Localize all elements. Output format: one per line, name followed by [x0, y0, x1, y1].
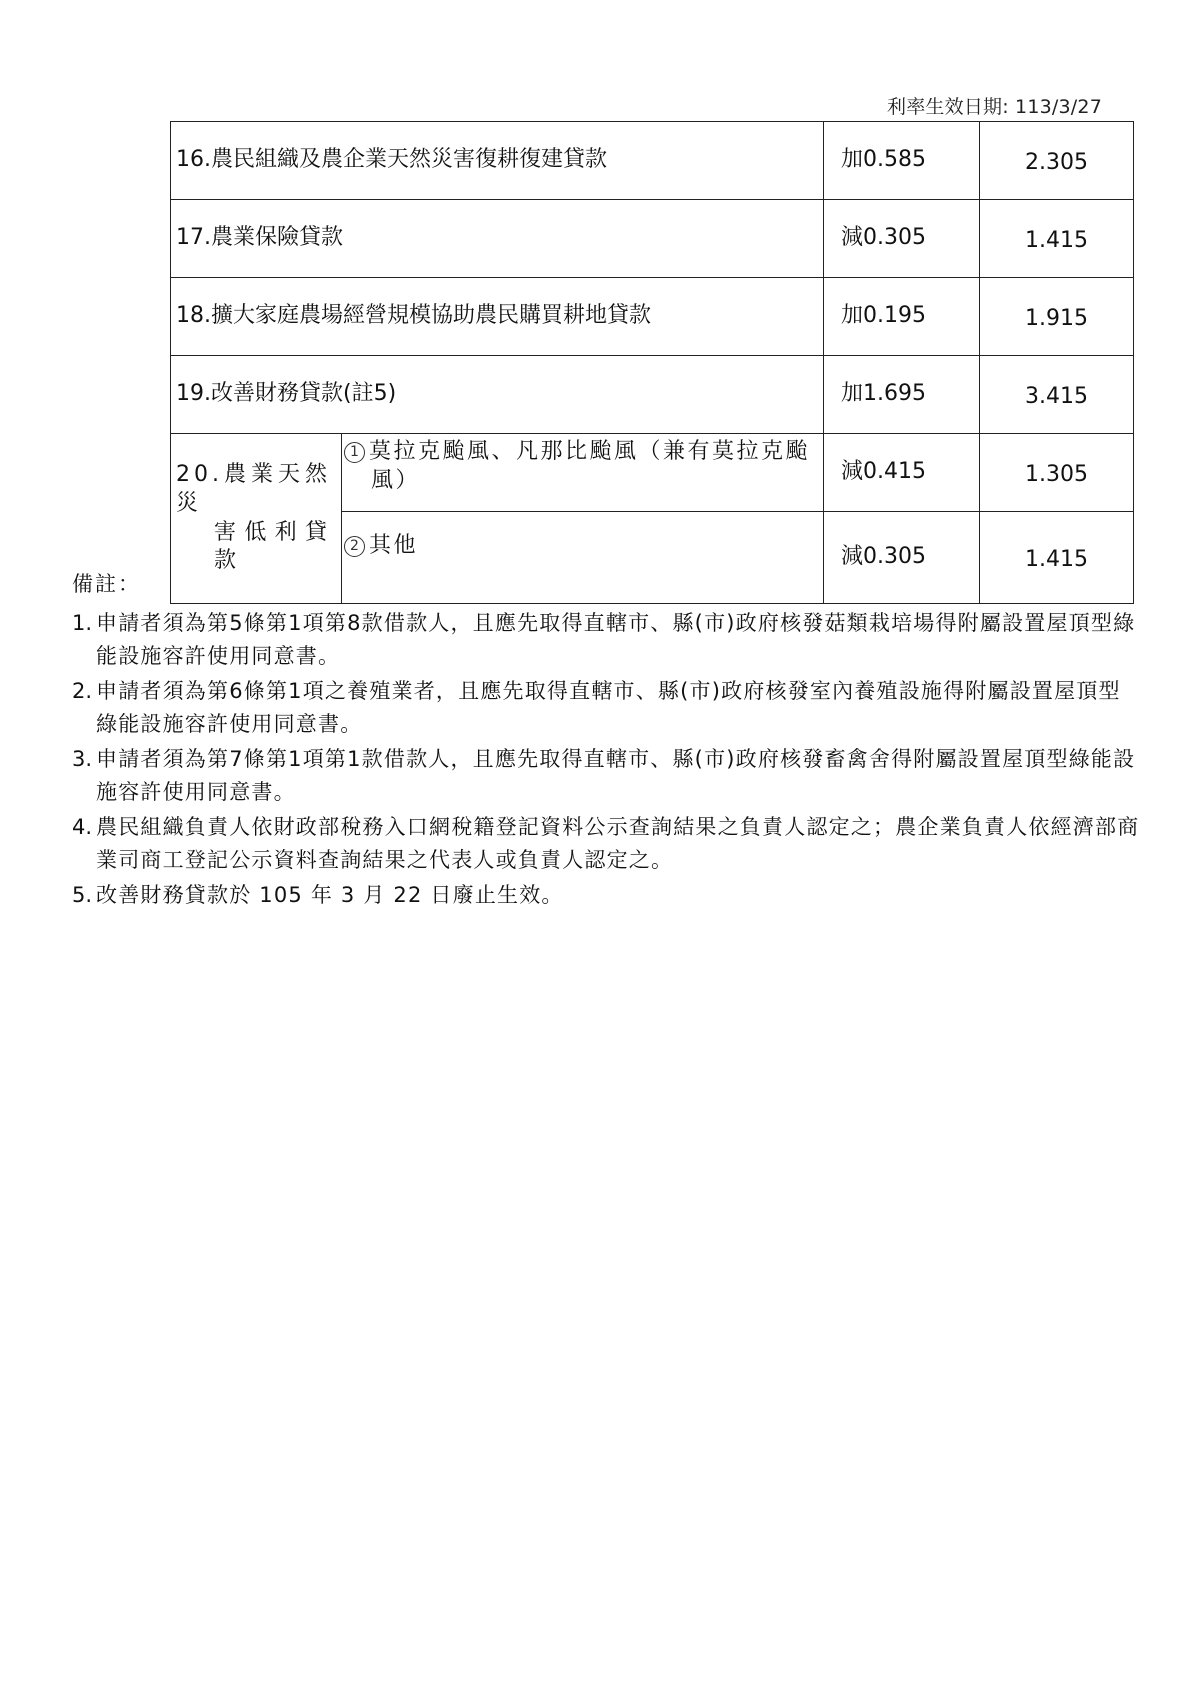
note-number: 3.: [72, 747, 93, 771]
rate-spread: 加0.195: [824, 278, 980, 356]
interest-rate: 1.915: [980, 278, 1134, 356]
loan-group-name-line1: 20.農業天然災: [176, 462, 331, 516]
note-text: 申請者須為第7條第1項第1款借款人，且應先取得直轄市、縣(市)政府核發畜禽舍得附屬設置屋頂型綠能設施容許使用同意書。: [96, 747, 1136, 804]
note-text: 申請者須為第5條第1項第8款借款人，且應先取得直轄市、縣(市)政府核發菇類栽培場得附屬設置屋頂型綠能設施容許使用同意書。: [96, 611, 1136, 668]
loan-name: 19.改善財務貸款(註5): [171, 356, 824, 434]
note-text: 改善財務貸款於 105 年 3 月 22 日廢止生效。: [96, 883, 564, 907]
loan-name: 18.擴大家庭農場經營規模協助農民購買耕地貸款: [171, 278, 824, 356]
note-text: 申請者須為第6條第1項之養殖業者，且應先取得直轄市、縣(市)政府核發室內養殖設施得附屬設置屋頂型綠能設施容許使用同意書。: [96, 679, 1121, 736]
loan-name: 16.農民組織及農企業天然災害復耕復建貸款: [171, 122, 824, 200]
notes-heading: 備註：: [72, 572, 141, 596]
note-number: 4.: [72, 815, 93, 839]
loan-name: 17.農業保險貸款: [171, 200, 824, 278]
rate-spread: 加0.585: [824, 122, 980, 200]
table-row: [171, 200, 1134, 278]
interest-rate: 2.305: [980, 122, 1134, 200]
rate-spread: 減0.305: [824, 512, 980, 604]
effective-date: 利率生效日期: 113/3/27: [887, 96, 1102, 118]
table-row: [171, 434, 1134, 512]
note-item: [72, 675, 1142, 741]
table-row: [171, 122, 1134, 200]
sub-loan-name-line1: 莫拉克颱風、凡那比颱風（兼有莫拉克颱: [369, 439, 811, 464]
table-row: [171, 278, 1134, 356]
note-item: [72, 743, 1142, 809]
loan-rate-table: [170, 121, 1134, 604]
rate-spread: 減0.415: [824, 434, 980, 512]
circled-number-marker: 1: [344, 442, 365, 463]
loan-group-name-line2: 害低利貸款: [214, 519, 331, 574]
note-text: 農民組織負責人依財政部稅務入口網稅籍登記資料公示查詢結果之負責人認定之；農企業負責人依經濟部商業司商工登記公示資料查詢結果之代表人或負責人認定之。: [96, 815, 1140, 872]
note-number: 1.: [72, 611, 93, 635]
sub-loan-name: [342, 434, 824, 512]
sub-loan-name-line1: 其他: [369, 533, 419, 558]
note-item: [72, 811, 1142, 877]
circled-number-marker: 2: [344, 536, 365, 557]
table-row: [171, 356, 1134, 434]
interest-rate: 3.415: [980, 356, 1134, 434]
rate-spread: 加1.695: [824, 356, 980, 434]
sub-loan-name-line2: 風）: [371, 467, 421, 493]
interest-rate: 1.415: [980, 512, 1134, 604]
interest-rate: 1.305: [980, 434, 1134, 512]
rate-spread: 減0.305: [824, 200, 980, 278]
note-item: [72, 879, 1142, 912]
note-item: [72, 607, 1142, 673]
note-number: 2.: [72, 679, 93, 703]
note-number: 5.: [72, 883, 93, 907]
interest-rate: 1.415: [980, 200, 1134, 278]
notes-section: [72, 568, 1142, 914]
